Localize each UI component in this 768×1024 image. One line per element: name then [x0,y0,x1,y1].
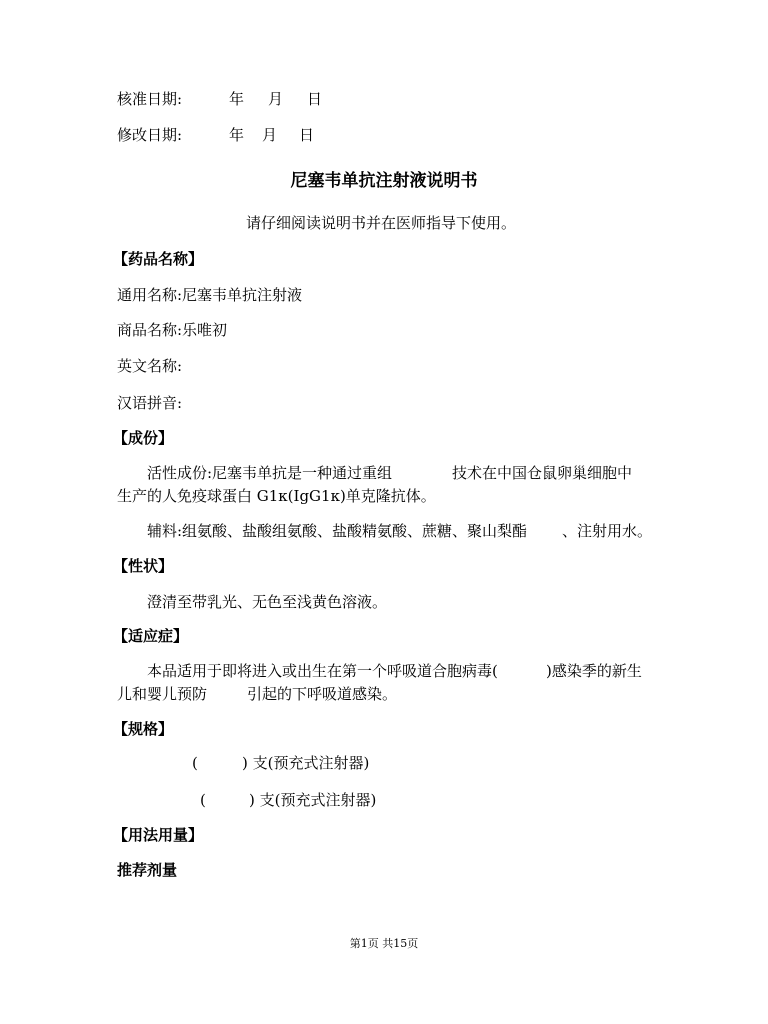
section-heading-indications: 【适应症】 [113,627,189,645]
excipients-a: 辅料:组氨酸、盐酸组氨酸、盐酸精氨酸、蔗糖、聚山梨酯 [147,522,528,540]
excipients-b: 、注射用水。 [562,522,653,540]
spec1-open-paren: ( [192,754,198,772]
indication-line2-a: 儿和婴儿预防 [117,685,208,703]
section-heading-composition: 【成份】 [113,429,174,447]
section-heading-usage: 【用法用量】 [113,826,204,844]
spec1-text: ) 支(预充式注射器) [242,754,370,772]
spec2-text: ) 支(预充式注射器) [249,791,377,809]
spec2-open-paren: ( [200,791,206,809]
section-heading-drug-name: 【药品名称】 [113,250,204,268]
section-heading-specifications: 【规格】 [113,720,174,738]
active-ingredient-line1-b: 技术在中国仓鼠卵巢细胞中 [452,464,633,482]
revision-date-label: 修改日期: [117,126,183,144]
indication-line1-a: 本品适用于即将进入或出生在第一个呼吸道合胞病毒( [147,662,498,680]
generic-name: 通用名称:尼塞韦单抗注射液 [117,286,303,304]
document-title: 尼塞韦单抗注射液说明书 [290,171,478,191]
page-number: 第1页 共15页 [349,937,419,950]
recommended-dose-heading: 推荐剂量 [117,861,178,879]
revision-year: 年 [229,126,245,144]
approval-day: 日 [307,90,323,108]
active-ingredient-line2: 生产的人免疫球蛋白 G1κ(IgG1κ)单克隆抗体。 [117,487,436,505]
indication-line1-b: )感染季的新生 [546,662,642,680]
appearance-text: 澄清至带乳光、无色至浅黄色溶液。 [147,593,388,611]
approval-year: 年 [229,90,245,108]
approval-date-label: 核准日期: [117,90,183,108]
indication-line2-b: 引起的下呼吸道感染。 [247,685,398,703]
pinyin-name: 汉语拼音: [117,394,183,412]
revision-month: 月 [262,126,278,144]
section-heading-appearance: 【性状】 [113,557,174,575]
usage-notice: 请仔细阅读说明书并在医师指导下使用。 [246,214,517,232]
english-name: 英文名称: [117,357,183,375]
active-ingredient-line1-a: 活性成份:尼塞韦单抗是一种通过重组 [147,464,393,482]
trade-name: 商品名称:乐唯初 [117,321,228,339]
approval-month: 月 [268,90,284,108]
revision-day: 日 [299,126,315,144]
